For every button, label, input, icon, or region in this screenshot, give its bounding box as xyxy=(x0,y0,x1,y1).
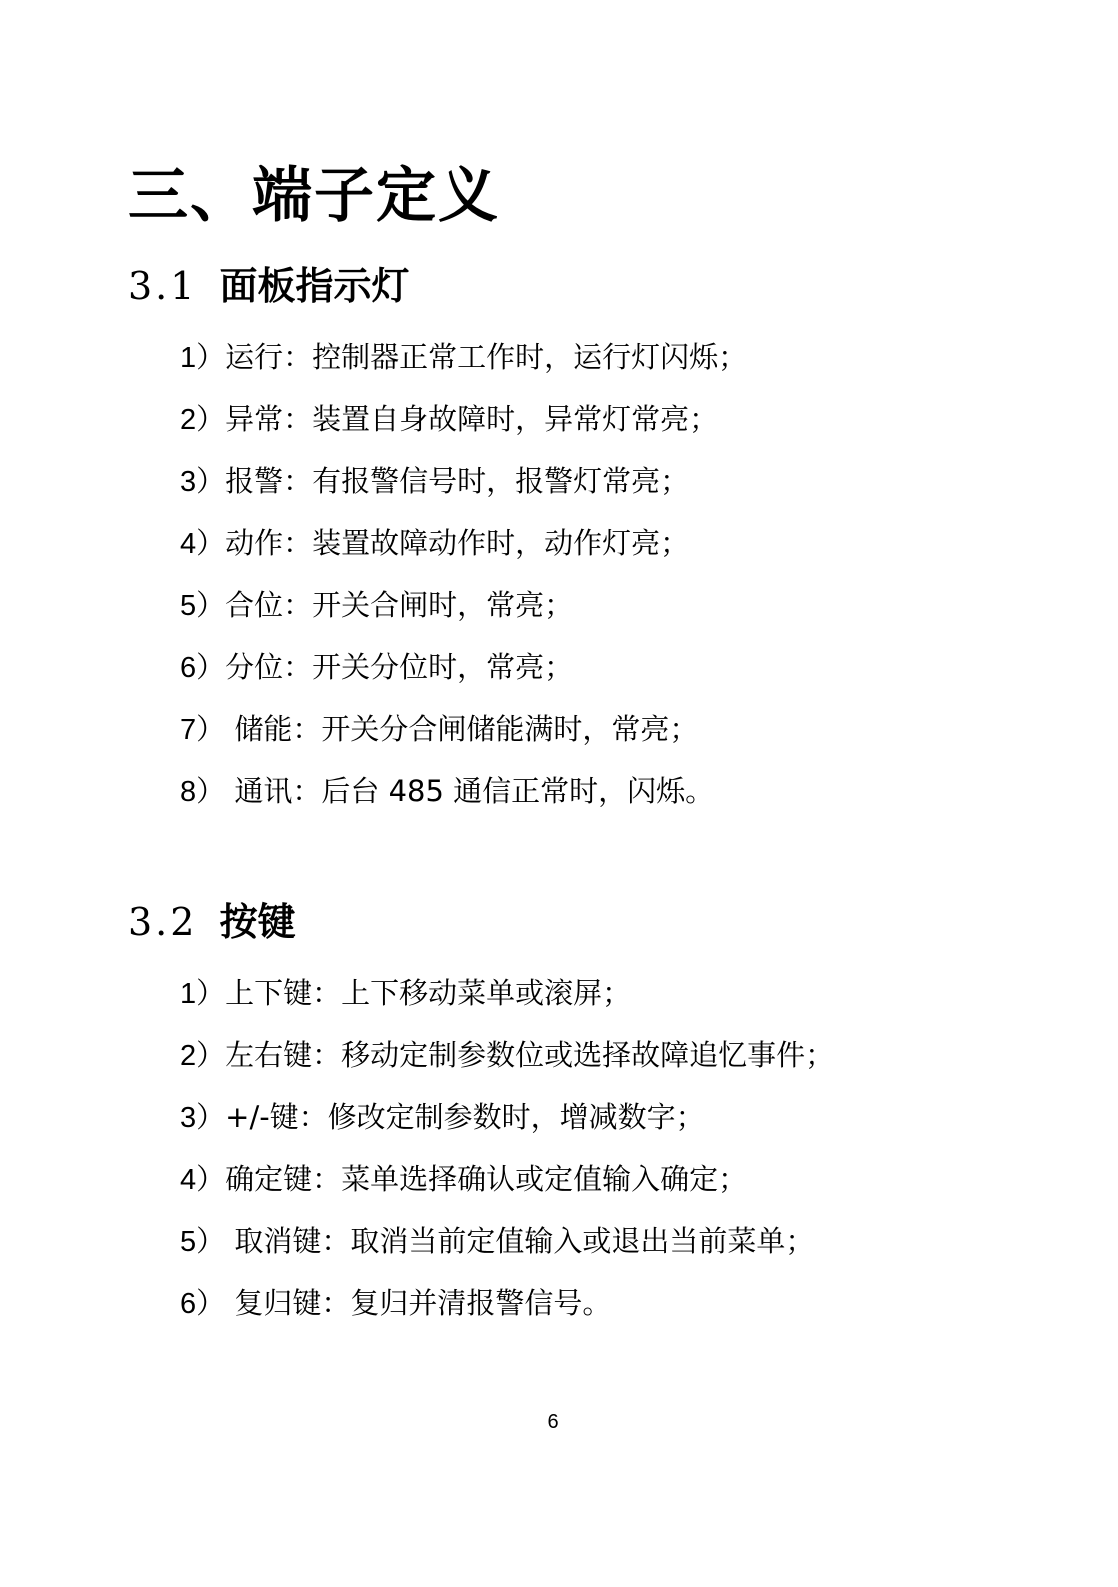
list-item xyxy=(180,334,747,396)
item-number: 7） xyxy=(180,714,226,746)
item-number: 6） xyxy=(180,652,226,684)
item-text: 运行：控制器正常工作时，运行灯闪烁； xyxy=(225,340,748,374)
chapter-title: 三、端子定义 xyxy=(128,161,500,231)
item-number: 2） xyxy=(180,404,226,436)
list-item xyxy=(180,582,747,644)
indicator-list xyxy=(180,334,747,830)
item-number: 6） xyxy=(180,1288,226,1320)
item-text: 报警：有报警信号时，报警灯常亮； xyxy=(225,464,690,498)
item-number: 3） xyxy=(180,466,226,498)
section-title: 按键 xyxy=(219,900,296,944)
item-text: 动作：装置故障动作时，动作灯亮； xyxy=(225,526,690,560)
list-item xyxy=(180,644,747,706)
section-number: 3.2 xyxy=(128,900,198,944)
section-heading-panel-indicators xyxy=(128,262,409,310)
item-text: 复归键：复归并清报警信号。 xyxy=(225,1286,612,1320)
item-number: 4） xyxy=(180,1164,226,1196)
item-number: 3） xyxy=(180,1102,226,1134)
item-text: 异常：装置自身故障时，异常灯常亮； xyxy=(225,402,719,436)
item-number: 5） xyxy=(180,1226,226,1258)
list-item xyxy=(180,1218,834,1280)
list-item xyxy=(180,1032,834,1094)
list-item xyxy=(180,1156,834,1218)
item-text: 取消键：取消当前定值输入或退出当前菜单； xyxy=(225,1224,815,1258)
section-title: 面板指示灯 xyxy=(219,264,410,308)
list-item xyxy=(180,1094,834,1156)
button-list xyxy=(180,970,834,1342)
list-item xyxy=(180,520,747,582)
item-text: +/-键：修改定制参数时，增减数字； xyxy=(225,1100,705,1134)
item-text: 通讯：后台 485 通信正常时，闪烁。 xyxy=(225,774,715,808)
list-item xyxy=(180,970,834,1032)
item-number: 4） xyxy=(180,528,226,560)
list-item xyxy=(180,458,747,520)
section-number: 3.1 xyxy=(128,264,198,308)
list-item xyxy=(180,768,747,830)
item-text: 合位：开关合闸时，常亮； xyxy=(225,588,574,622)
item-text: 储能：开关分合闸储能满时，常亮； xyxy=(225,712,699,746)
section-heading-buttons xyxy=(128,898,295,946)
item-number: 8） xyxy=(180,776,226,808)
item-number: 2） xyxy=(180,1040,226,1072)
item-text: 确定键：菜单选择确认或定值输入确定； xyxy=(225,1162,748,1196)
list-item xyxy=(180,396,747,458)
list-item xyxy=(180,1280,834,1342)
list-item xyxy=(180,706,747,768)
item-number: 1） xyxy=(180,978,226,1010)
item-number: 1） xyxy=(180,342,226,374)
page-number: 6 xyxy=(547,1411,559,1433)
item-text: 分位：开关分位时，常亮； xyxy=(225,650,574,684)
item-text: 上下键：上下移动菜单或滚屏； xyxy=(225,976,632,1010)
item-text: 左右键：移动定制参数位或选择故障追忆事件； xyxy=(225,1038,835,1072)
item-number: 5） xyxy=(180,590,226,622)
